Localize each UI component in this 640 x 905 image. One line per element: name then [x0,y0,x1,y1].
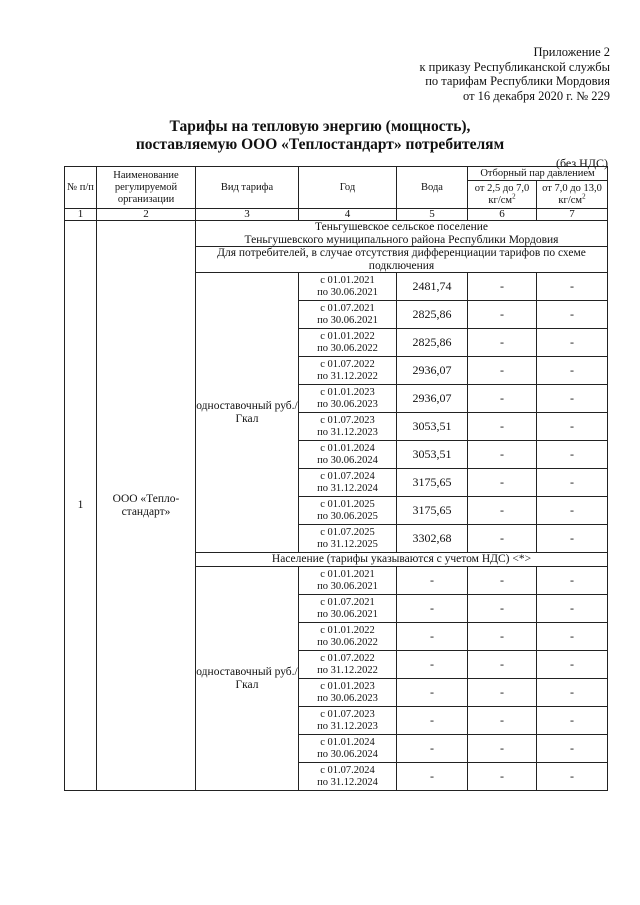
period-to: по 31.12.2024 [317,482,378,494]
steam-high-value: - [537,623,608,651]
steam-low-value: - [468,525,537,553]
period [299,651,397,679]
steam-low-value: - [468,497,537,525]
period-to: по 30.06.2023 [317,692,378,704]
water-tariff-value: 2936,07 [397,357,468,385]
header-num: № п/п [65,167,97,209]
water-tariff-value: 2936,07 [397,385,468,413]
steam-high-value: - [537,329,608,357]
period [299,567,397,595]
settlement-name: Теньгушевское сельское поселение [315,221,488,233]
period [299,329,397,357]
water-tariff-value: - [397,623,468,651]
period-to: по 30.06.2021 [317,580,378,592]
period-to: по 31.12.2023 [317,426,378,438]
header-water: Вода [397,167,468,209]
water-tariff-value: 3175,65 [397,469,468,497]
steam-low-value: - [468,273,537,301]
col-number: 5 [397,209,468,221]
period-from: с 01.01.2022 [320,331,375,342]
period-from: с 01.07.2024 [320,471,375,482]
col-number: 1 [65,209,97,221]
agency-line: по тарифам Республики Мордовия [425,74,610,88]
tariff-type-single-rate: одноставочный руб./Гкал [196,567,299,791]
water-tariff-value: 3175,65 [397,497,468,525]
period [299,301,397,329]
steam-high-value: - [537,679,608,707]
period [299,679,397,707]
water-tariff-value: 3053,51 [397,441,468,469]
steam-high-value: - [537,385,608,413]
period [299,385,397,413]
col-number: 3 [196,209,299,221]
period [299,623,397,651]
period-from: с 01.07.2021 [320,303,375,314]
section-title-consumers: Для потребителей, в случае отсутствия дифференциации тарифов по схеме подключения [196,247,608,273]
period-from: с 01.07.2021 [320,597,375,608]
col-number: 2 [97,209,196,221]
header-steam-low: от 2,5 до 7,0 $кг/см^2$ [468,181,537,209]
steam-low-value: - [468,623,537,651]
period-to: по 30.06.2025 [317,510,378,522]
steam-low-value: - [468,567,537,595]
document-title [0,118,640,154]
water-tariff-value: - [397,735,468,763]
water-tariff-value: - [397,651,468,679]
header-steam: Отборный пар давлением [468,167,608,181]
period-from: с 01.01.2024 [320,737,375,748]
tariff-table [64,166,608,791]
period-to: по 31.12.2022 [317,664,378,676]
header-org: Наименование регулируемой организации [97,167,196,209]
steam-low-value: - [468,595,537,623]
appendix-line: Приложение 2 [533,45,610,59]
period-from: с 01.07.2022 [320,653,375,664]
tariff-type-single-rate: одноставочный руб./Гкал [196,273,299,553]
steam-high-value: - [537,763,608,791]
header-tariff-type: Вид тарифа [196,167,299,209]
steam-high-value: - [537,525,608,553]
steam-low-value: - [468,651,537,679]
period [299,413,397,441]
water-tariff-value: - [397,707,468,735]
col-number: 7 [537,209,608,221]
steam-high-value: - [537,413,608,441]
organization-name: ООО «Тепло-стандарт» [97,221,196,791]
water-tariff-value: 3053,51 [397,413,468,441]
water-tariff-value: - [397,763,468,791]
period-to: по 30.06.2022 [317,342,378,354]
appendix-header [419,45,610,103]
steam-high-value: - [537,595,608,623]
period-to: по 30.06.2022 [317,636,378,648]
period-from: с 01.01.2021 [320,569,375,580]
period-from: с 01.01.2022 [320,625,375,636]
district-name: Теньгушевского муниципального района Республики Мордовия [244,233,559,246]
header-steam-high: от 7,0 до 13,0 $кг/см^2$ [537,181,608,209]
steam-high-value: - [537,469,608,497]
steam-low-value: - [468,385,537,413]
period-to: по 31.12.2025 [317,538,378,550]
period [299,273,397,301]
period-from: с 01.07.2024 [320,765,375,776]
period-to: по 31.12.2023 [317,720,378,732]
period-from: с 01.01.2021 [320,275,375,286]
col-number: 4 [299,209,397,221]
water-tariff-value: - [397,679,468,707]
steam-high-value: - [537,735,608,763]
period-from: с 01.07.2023 [320,709,375,720]
period-to: по 30.06.2021 [317,608,378,620]
period [299,707,397,735]
steam-low-value: - [468,413,537,441]
title-line-2: поставляемую ООО «Теплостандарт» потребителям [135,136,505,153]
steam-low-value: - [468,707,537,735]
steam-high-value: - [537,497,608,525]
period-from: с 01.07.2025 [320,527,375,538]
col-number: 6 [468,209,537,221]
period-to: по 30.06.2021 [317,286,378,298]
water-tariff-value: 2825,86 [397,301,468,329]
title-line-1: Тарифы на тепловую энергию (мощность), [169,118,471,135]
steam-high-value: - [537,357,608,385]
period-to: по 31.12.2022 [317,370,378,382]
steam-low-value: - [468,469,537,497]
vat-note: (без НДС) [555,156,608,170]
period-from: с 01.07.2023 [320,415,375,426]
steam-low-value: - [468,357,537,385]
period-to: по 30.06.2024 [317,748,378,760]
steam-low-value: - [468,301,537,329]
header-year: Год [299,167,397,209]
section-title-population: Население (тарифы указываются с учетом НДС) <*> [196,553,608,567]
water-tariff-value: 2481,74 [397,273,468,301]
settlement-cell [196,221,608,247]
period-from: с 01.07.2022 [320,359,375,370]
steam-low-value: - [468,763,537,791]
steam-high-value: - [537,567,608,595]
steam-low-value: - [468,441,537,469]
period [299,469,397,497]
period [299,525,397,553]
steam-low-value: - [468,329,537,357]
steam-low-value: - [468,679,537,707]
steam-high-value: - [537,707,608,735]
row-number: 1 [65,221,97,791]
period-from: с 01.01.2023 [320,387,375,398]
water-tariff-value: 2825,86 [397,329,468,357]
period-to: по 31.12.2024 [317,776,378,788]
period [299,735,397,763]
steam-high-value: - [537,441,608,469]
period-to: по 30.06.2021 [317,314,378,326]
water-tariff-value: - [397,567,468,595]
order-date-line: от 16 декабря 2020 г. № 229 [462,88,610,103]
period [299,497,397,525]
steam-high-value: - [537,301,608,329]
period [299,357,397,385]
steam-low-value: - [468,735,537,763]
period-from: с 01.01.2025 [320,499,375,510]
order-line: к приказу Республиканской службы [419,59,610,74]
period [299,441,397,469]
water-tariff-value: - [397,595,468,623]
period-to: по 30.06.2023 [317,398,378,410]
period-to: по 30.06.2024 [317,454,378,466]
steam-high-value: - [537,651,608,679]
water-tariff-value: 3302,68 [397,525,468,553]
period [299,763,397,791]
period-from: с 01.01.2023 [320,681,375,692]
steam-high-value: - [537,273,608,301]
period [299,595,397,623]
period-from: с 01.01.2024 [320,443,375,454]
